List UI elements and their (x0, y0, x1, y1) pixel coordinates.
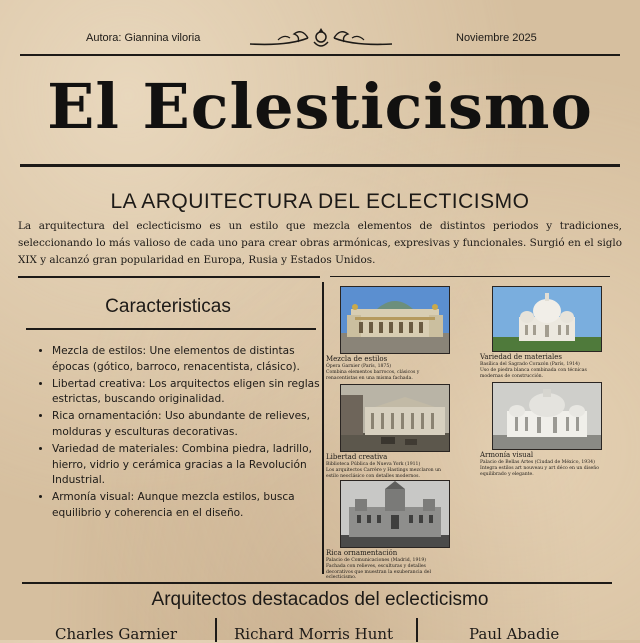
caption-title: Rica ornamentación (326, 549, 398, 557)
photo-bellas-artes (492, 382, 602, 450)
list-item: • Libertad creativa: Los arquitectos eligen sin reglas estrictas, buscando originalidad. (52, 377, 332, 409)
ornament-divider (248, 24, 394, 52)
architects-title: Arquitectos destacados del eclecticismo (151, 589, 489, 610)
architects-rule (22, 582, 612, 584)
name-divider (215, 618, 217, 642)
characteristics-title: Caracteristicas (105, 296, 231, 317)
caption-text: Fachada con relieves, esculturas y detalles decorativos que muestran la exuberancia del eclecticismo. (326, 564, 431, 581)
caption-title: Libertad creativa (326, 453, 388, 461)
caption-subtitle: Palacio de Comunicaciones (Madrid, 1919) (326, 558, 427, 563)
caption-subtitle: Ópera Garnier (París, 1875) (326, 364, 392, 369)
list-item: • Armonía visual: Aunque mezcla estilos, busca equilibrio y coherencia en el diseño. (52, 490, 332, 522)
list-item: • Mezcla de estilos: Une elementos de distintas épocas (gótico, barroco, renacentista, clásico). (52, 344, 332, 376)
caption-text: Integra estilos art nouveau y art déco en un diseño equilibrado y elegante. (480, 466, 599, 477)
photo-palacio-comunicaciones (340, 480, 450, 548)
section-rule-right (330, 276, 610, 277)
caption-text: Combina elementos barrocos, clásicos y renacentistas en una misma fachada. (326, 370, 420, 381)
page-title: El Eclesticismo (47, 70, 593, 143)
architect-name: Richard Morris Hunt (234, 625, 394, 643)
characteristics-rule (26, 328, 316, 330)
architect-name: Charles Garnier (55, 625, 177, 643)
name-divider (416, 618, 418, 642)
list-item: • Rica ornamentación: Uso abundante de relieves, molduras y esculturas decorativas. (52, 409, 332, 441)
author-line: Autora: Giannina viloria (86, 32, 201, 44)
architect-name: Paul Abadie (469, 625, 560, 643)
article-subtitle: LA ARQUITECTURA DEL ECLECTICISMO (110, 190, 530, 213)
photo-opera-garnier (340, 286, 450, 354)
section-rule-left (18, 276, 320, 278)
caption-subtitle: Palacio de Bellas Artes (Ciudad de México, 1934) (480, 460, 595, 465)
caption-subtitle: Biblioteca Pública de Nueva York (1911) (326, 462, 421, 467)
caption-title: Mezcla de estilos (326, 355, 388, 363)
caption-subtitle: Basílica del Sagrado Corazón (París, 1914) (480, 362, 580, 367)
characteristics-list (36, 344, 332, 523)
caption-text: Los arquitectos Carrère y Hastings mezclaron un estilo neoclásico con detalles modernos. (326, 468, 442, 479)
caption-text: Uso de piedra blanca combinada con técnicas modernas de construcción. (480, 368, 587, 379)
header-rule-top (20, 54, 620, 56)
list-item: • Variedad de materiales: Combina piedra, ladrillo, hierro, vidrio y cerámica gracias a la Revolución Industrial. (52, 442, 332, 489)
intro-paragraph: La arquitectura del eclecticismo es un estilo que mezcla elementos de distintos periodos y tradiciones, seleccionando lo más valioso de cada uno para crear obras armónicas, expresivas y funcionales. Surgió en el siglo XIX y alcanzó gran popularidad en Europa, Rusia y Estados Unidos. (18, 220, 622, 266)
photo-sacre-coeur (492, 286, 602, 352)
caption-title: Variedad de materiales (480, 353, 563, 361)
issue-date: Noviembre 2025 (456, 32, 537, 44)
header-rule-bottom (20, 164, 620, 167)
caption-title: Armonía visual (480, 451, 534, 459)
photo-ny-library (340, 384, 450, 452)
